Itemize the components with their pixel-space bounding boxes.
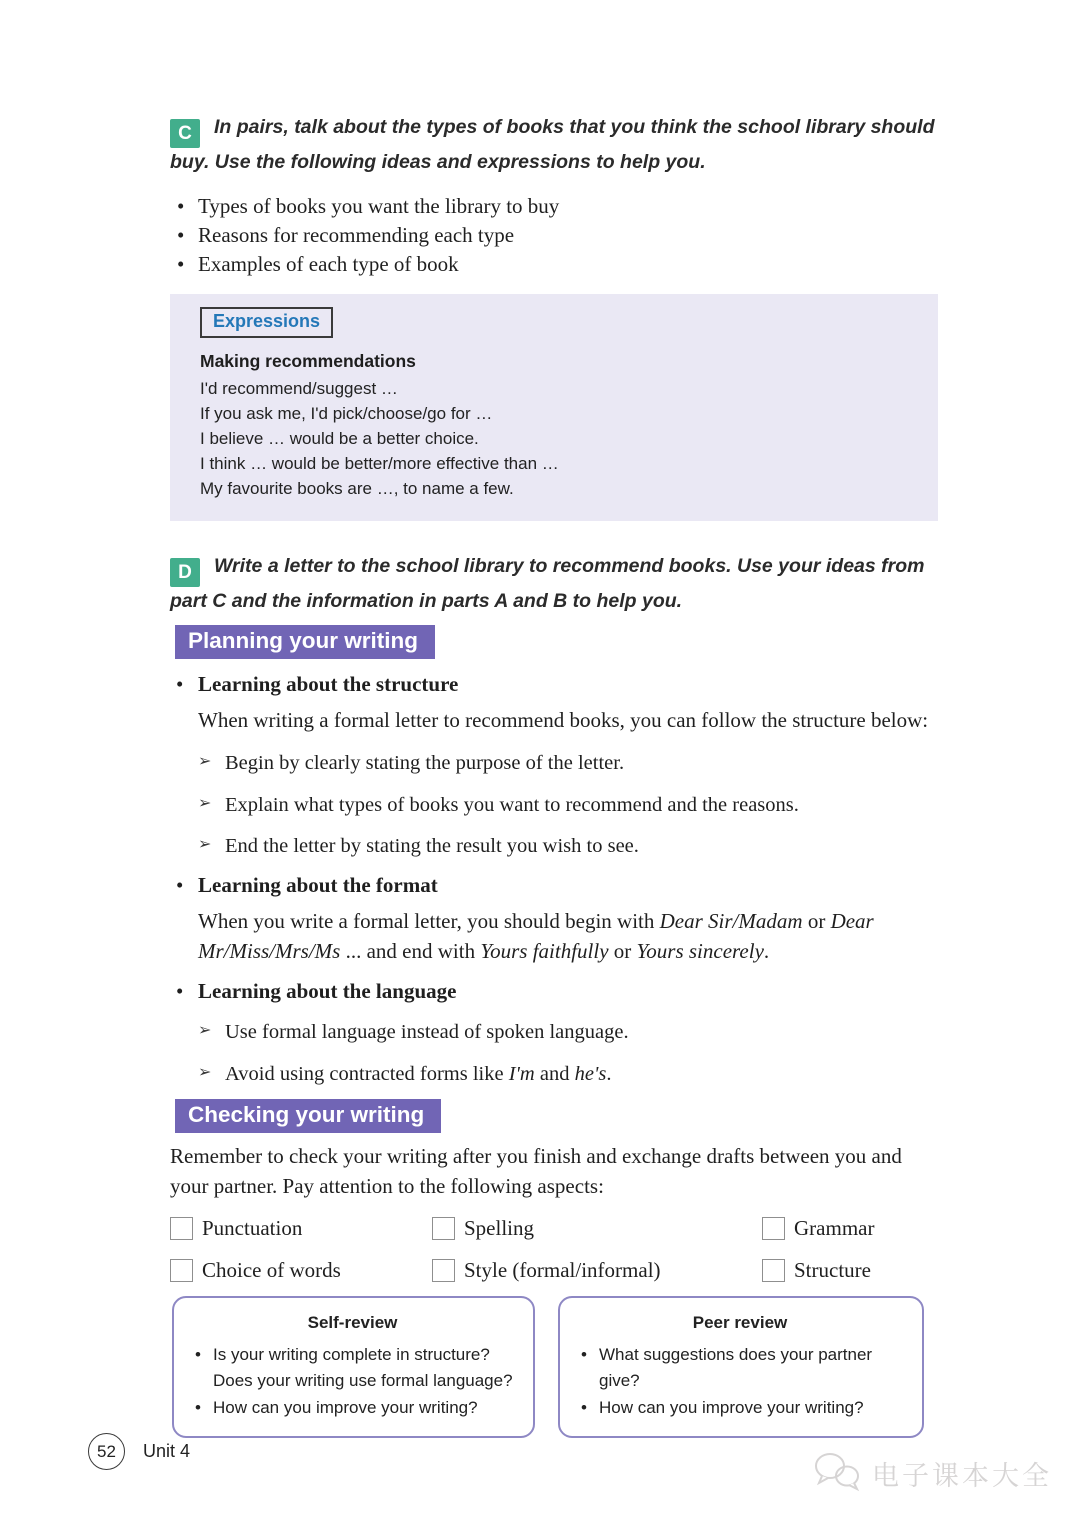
expressions-panel — [170, 294, 938, 521]
section-c-bullet-list — [170, 192, 938, 278]
structure-point: ➢ Begin by clearly stating the purpose of the letter. — [198, 750, 938, 777]
checkbox-label: Spelling — [464, 1215, 535, 1240]
peer-review-question: • How can you improve your writing? — [574, 1395, 906, 1422]
page-number: 52 — [88, 1433, 125, 1470]
checking-banner: Checking your writing — [175, 1099, 441, 1133]
peer-review-title: Peer review — [692, 1312, 788, 1332]
checking-paragraph: Remember to check your writing after you finish and exchange drafts between you and your partner. Pay attention to the following aspects: — [170, 1144, 902, 1198]
language-point: ➢ Avoid using contracted forms like I'm and he's. — [198, 1061, 938, 1088]
format-heading: • Learning about the format — [170, 873, 938, 898]
checklist-item-style — [432, 1258, 762, 1283]
checkbox[interactable] — [762, 1217, 785, 1240]
expression-line: I believe … would be a better choice. — [200, 428, 479, 448]
self-review-question: • Is your writing complete in structure? — [188, 1342, 517, 1369]
checkbox[interactable] — [170, 1259, 193, 1282]
expression-line: I think … would be better/more effective than … — [200, 453, 559, 473]
checklist-item-spelling — [432, 1216, 762, 1241]
section-c-badge: C — [170, 119, 200, 148]
self-review-box — [172, 1296, 535, 1438]
list-item: • Types of books you want the library to buy — [170, 192, 938, 221]
section-d-instruction — [170, 552, 938, 616]
planning-banner: Planning your writing — [175, 625, 435, 659]
expressions-heading: Making recommendations — [200, 350, 416, 371]
expressions-label: Expressions — [213, 310, 321, 331]
chat-bubbles-icon — [812, 1450, 864, 1497]
checkbox-label: Punctuation — [202, 1215, 303, 1240]
checklist-item-punctuation — [170, 1216, 432, 1241]
section-c-instruction — [170, 0, 938, 177]
format-paragraph: When you write a formal letter, you should begin with Dear Sir/Madam or Dear Mr/Miss/Mrs/Ms ... and end with Yours faithfully or Yours sincerely. — [198, 909, 874, 963]
structure-heading: • Learning about the structure — [170, 672, 938, 697]
section-d-badge: D — [170, 558, 200, 587]
structure-point: ➢ Explain what types of books you want to recommend and the reasons. — [198, 792, 938, 819]
list-item: • Examples of each type of book — [170, 250, 938, 279]
self-review-title: Self-review — [307, 1312, 398, 1332]
list-item: • Reasons for recommending each type — [170, 221, 938, 250]
expression-line: My favourite books are …, to name a few. — [200, 478, 514, 498]
checklist-item-grammar — [762, 1216, 938, 1241]
self-review-question: Does your writing use formal language? — [213, 1371, 513, 1391]
language-heading: • Learning about the language — [170, 979, 938, 1004]
checkbox[interactable] — [170, 1217, 193, 1240]
checkbox-label: Choice of words — [202, 1257, 341, 1282]
watermark — [812, 1450, 1052, 1497]
peer-review-box — [558, 1296, 924, 1438]
structure-paragraph: When writing a formal letter to recommend books, you can follow the structure below: — [198, 707, 929, 732]
checkbox-label: Grammar — [794, 1215, 875, 1240]
watermark-text: 电子课本大全 — [872, 1461, 1052, 1491]
checklist-item-choice-of-words — [170, 1258, 432, 1283]
unit-label: Unit 4 — [143, 1441, 191, 1461]
checkbox-label: Style (formal/informal) — [464, 1257, 661, 1282]
expression-line: If you ask me, I'd pick/choose/go for … — [200, 403, 493, 423]
checkbox[interactable] — [762, 1259, 785, 1282]
checkbox[interactable] — [432, 1217, 455, 1240]
checkbox[interactable] — [432, 1259, 455, 1282]
expressions-label-box — [200, 307, 333, 338]
section-c-text: In pairs, talk about the types of books that you think the school library should buy. Use the following ideas and expressions to help you. — [170, 116, 935, 173]
checklist — [170, 1216, 938, 1283]
checkbox-label: Structure — [794, 1257, 871, 1282]
self-review-question: • How can you improve your writing? — [188, 1395, 517, 1422]
expression-line: I'd recommend/suggest … — [200, 378, 398, 398]
section-d-text: Write a letter to the school library to recommend books. Use your ideas from part C and the information in parts A and B to help you. — [170, 554, 925, 612]
structure-point: ➢ End the letter by stating the result you wish to see. — [198, 833, 938, 860]
language-point: ➢ Use formal language instead of spoken language. — [198, 1019, 938, 1046]
checklist-item-structure — [762, 1258, 938, 1283]
peer-review-question: • What suggestions does your partner give? — [574, 1342, 906, 1395]
